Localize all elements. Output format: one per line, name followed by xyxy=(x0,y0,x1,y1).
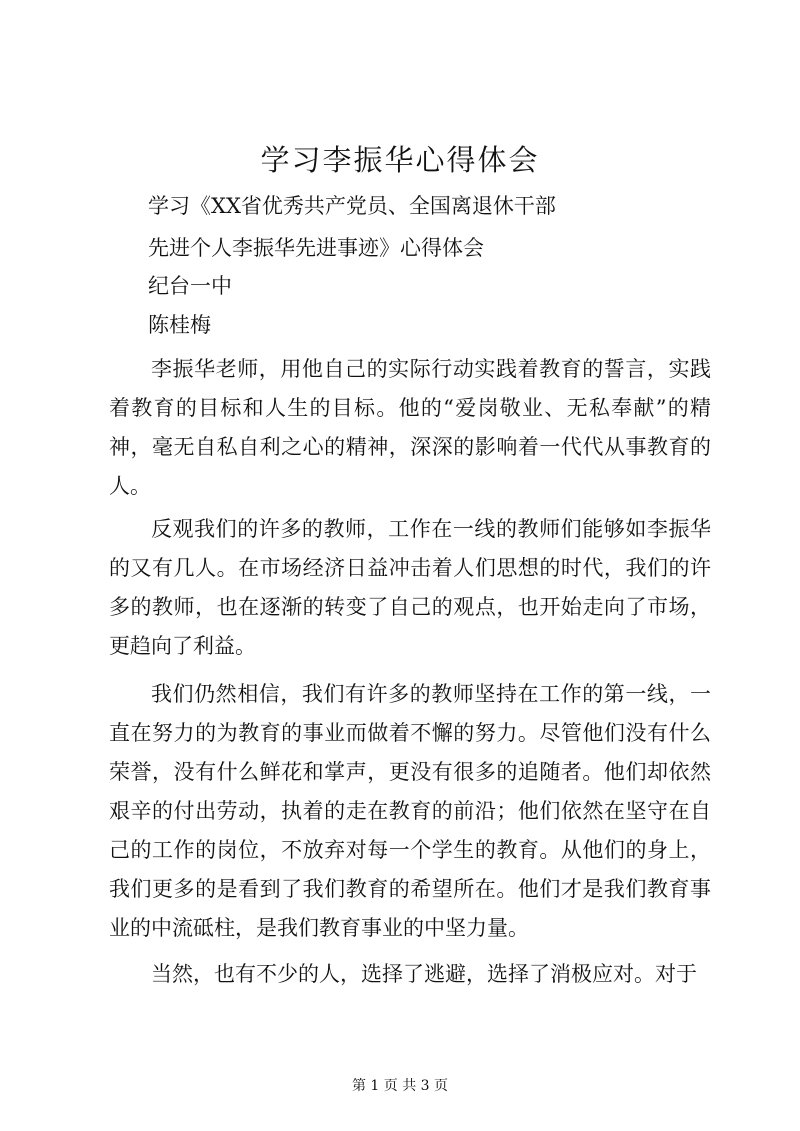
school-name: 纪台一中 xyxy=(148,274,232,298)
author-name: 陈桂梅 xyxy=(148,313,211,337)
document-title: 学习李振华心得体会 xyxy=(260,143,540,177)
paragraph-2: 反观我们的许多的教师，工作在一线的教师们能够如李振华的又有几人。在市场经济日益冲击着人们思想的时代，我们的许多的教师，也在逐渐的转变了自己的观点，也开始走向了市场，更趋向了利益。 xyxy=(109,517,711,658)
paragraph-1: 李振华老师，用他自己的实际行动实践着教育的誓言，实践着教育的目标和人生的目标。他的“爱岗敬业、无私奉献”的精神，毫无自私自利之心的精神，深深的影响着一代代从事教育的人。 xyxy=(109,357,711,498)
page-footer: 第 1 页 共 3 页 xyxy=(351,1078,449,1094)
subtitle-line-1: 学习《XX省优秀共产党员、全国离退休干部 xyxy=(148,194,556,218)
paragraph-3: 我们仍然相信，我们有许多的教师坚持在工作的第一线，一直在努力的为教育的事业而做着不懈的努力。尽管他们没有什么荣誉，没有什么鲜花和掌声，更没有很多的追随者。他们却依然艰辛的付出劳动，执着的走在教育的前沿；他们依然在坚守在自己的工作的岗位，不放弃对每一个学生的教育。从他们的身上，我们更多的是看到了我们教育的希望所在。他们才是我们教育事业的中流砥柱，是我们教育事业的中坚力量。 xyxy=(109,682,711,940)
subtitle-line-2: 先进个人李振华先进事迹》心得体会 xyxy=(148,236,484,260)
paragraph-4: 当然，也有不少的人，选择了逃避，选择了消极应对。对于 xyxy=(151,962,697,986)
